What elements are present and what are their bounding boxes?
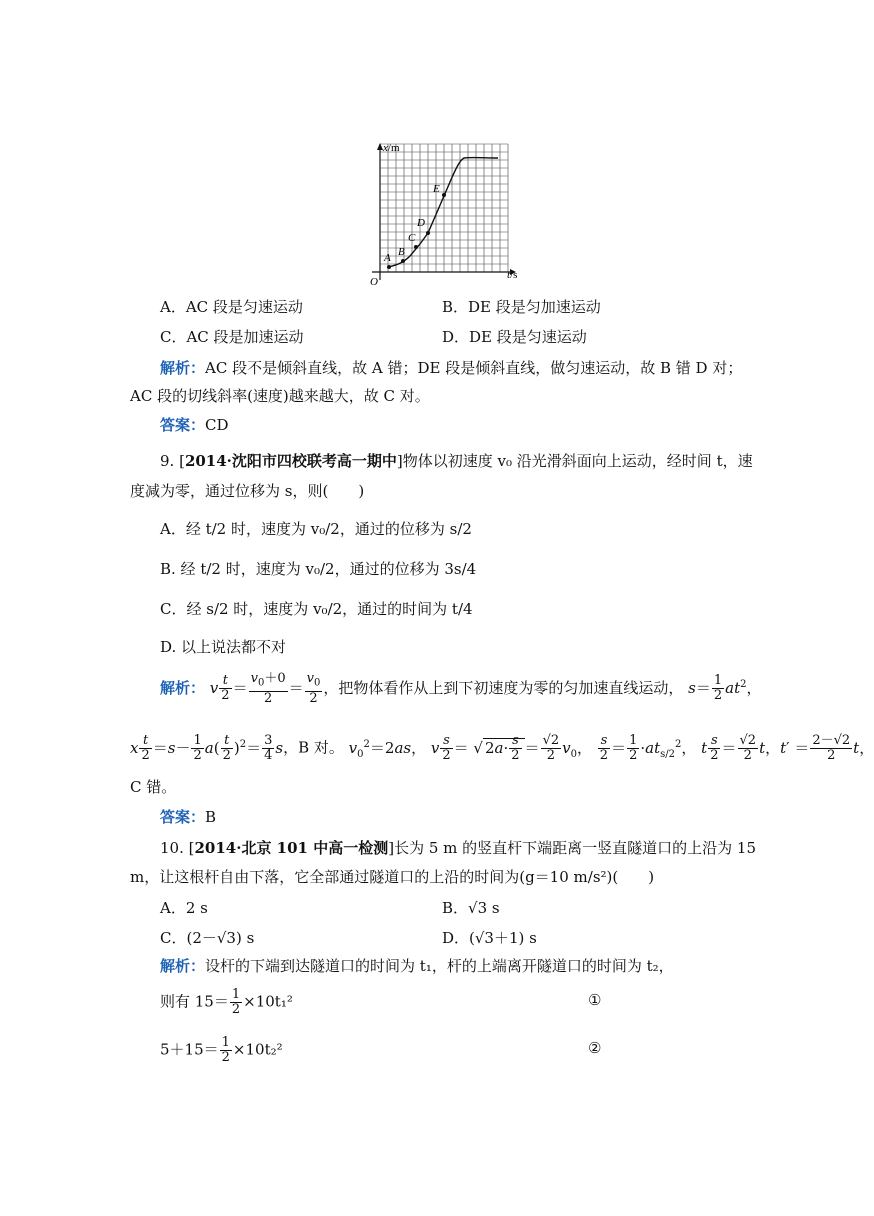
q9-formula-t-half-s: t $\frac{s}{2}$ ＝ $\frac{√2}{2}$ t，t′ ＝ $\frac{2-√2}{2}$ t， bbox=[701, 733, 874, 763]
point-e-label: E bbox=[433, 183, 440, 195]
q10-equation-1 bbox=[160, 988, 293, 1017]
q10-source: 2014·北京 101 中高一检测 bbox=[194, 839, 389, 857]
q9-formula-s-half: $\frac{s}{2}$ ＝ $\frac{1}{2}$ $\cdot at_{s/2}^2$， bbox=[599, 733, 697, 763]
q9-answer-value: B bbox=[205, 808, 217, 826]
q9-formula-x-half-t: x $\frac{t}{2}$ ＝s－ $\frac{1}{2}$ a( $\frac{t}{2}$ )$^2$＝ $\frac{3}{4}$ s bbox=[130, 733, 284, 763]
q9-formula-v0-squared: $v_0^2=2as$， bbox=[348, 738, 427, 760]
point-c-dot bbox=[414, 245, 418, 249]
point-a-label: A bbox=[384, 252, 391, 264]
q9-formula-v-half-t: v $\frac{t}{2}$ ＝ $\frac{v_0+0}{2}$ ＝ $\frac{v_0}{2}$ bbox=[209, 671, 321, 706]
q9-number: 9. [ bbox=[160, 452, 185, 470]
q9-formula-v-half-s: v $\frac{s}{2}$ ＝ √ 2a· $\frac{s}{2}$ ＝ $\frac{√2}{2}$ $v_0$， bbox=[430, 733, 592, 763]
q10-eq1-prefix: 则有 15＝ bbox=[160, 992, 229, 1011]
q10-eq2-marker: ② bbox=[588, 1039, 602, 1057]
q9-stem-line1 bbox=[160, 450, 753, 471]
q9-option-a: A．经 t/2 时，速度为 v₀/2，通过的位移为 s/2 bbox=[160, 520, 472, 538]
q9-answer bbox=[160, 806, 216, 827]
q10-analysis bbox=[160, 955, 674, 976]
point-e-dot bbox=[442, 193, 446, 197]
q9-source: 2014·沈阳市四校联考高一期中 bbox=[184, 452, 397, 470]
point-a-dot bbox=[387, 265, 391, 269]
q10-option-c: C．(2－√3) s bbox=[160, 929, 255, 947]
q10-eq1-marker: ① bbox=[588, 991, 602, 1009]
q9-option-c: C．经 s/2 时，速度为 v₀/2，通过的时间为 t/4 bbox=[160, 600, 473, 618]
analysis-label: 解析： bbox=[160, 359, 206, 377]
analysis-label: 解析： bbox=[160, 957, 206, 975]
fraction-one-half: $\frac{1}{2}$ bbox=[231, 987, 241, 1017]
x-axis-label: t/s bbox=[507, 269, 518, 281]
q8-option-a: A．AC 段是匀速运动 bbox=[160, 298, 303, 316]
origin-label: O bbox=[370, 276, 378, 288]
q10-stem-text: ]长为 5 m 的竖直杆下端距离一竖直隧道口的上沿为 15 bbox=[388, 839, 756, 857]
q8-answer bbox=[160, 414, 229, 435]
q9-analysis-line3: C 错。 bbox=[130, 778, 177, 796]
q10-option-a: A．2 s bbox=[160, 899, 208, 917]
y-axis-label: x/m bbox=[383, 142, 400, 154]
q10-equation-2 bbox=[160, 1036, 283, 1065]
position-time-graph bbox=[360, 140, 530, 290]
analysis-label: 解析： bbox=[160, 678, 206, 697]
q8-option-b: B．DE 段是匀加速运动 bbox=[442, 298, 601, 316]
fraction-one-half: $\frac{1}{2}$ bbox=[221, 1035, 230, 1065]
q10-stem-line1 bbox=[160, 837, 756, 858]
point-b-label: B bbox=[398, 246, 405, 258]
q9-analysis-text: ，把物体看作从上到下初速度为零的匀加速直线运动， bbox=[323, 678, 684, 697]
point-d-label: D bbox=[417, 217, 425, 229]
q10-eq2-suffix: ×10t₂² bbox=[232, 1040, 283, 1059]
q8-analysis bbox=[160, 357, 742, 378]
q10-number: 10. [ bbox=[160, 839, 195, 857]
q10-stem-line2: m，让这根杆自由下落，它全部通过隧道口的上沿的时间为(g＝10 m/s²)( ) bbox=[130, 868, 655, 886]
q9-analysis-line1 bbox=[160, 672, 762, 706]
q9-analysis-line2 bbox=[130, 734, 874, 763]
q9-option-d: D. 以上说法都不对 bbox=[160, 638, 287, 656]
q9-analysis-2-text: ，B 对。 bbox=[283, 738, 344, 757]
q9-stem-line2: 度减为零，通过位移为 s，则( ) bbox=[130, 482, 365, 500]
q8-answer-value: CD bbox=[205, 416, 229, 434]
q8-analysis-line2: AC 段的切线斜率(速度)越来越大，故 C 对。 bbox=[130, 387, 430, 405]
q10-eq2-prefix: 5＋15＝ bbox=[160, 1040, 219, 1059]
q10-option-d: D．(√3＋1) s bbox=[442, 929, 537, 947]
point-b-dot bbox=[401, 259, 405, 263]
q10-eq1-suffix: ×10t₁² bbox=[243, 992, 293, 1011]
q9-stem-text: ]物体以初速度 v₀ 沿光滑斜面向上运动，经时间 t，速 bbox=[396, 452, 753, 470]
q8-option-d: D．DE 段是匀速运动 bbox=[442, 328, 587, 346]
point-c-label: C bbox=[408, 232, 416, 244]
q10-option-b: B．√3 s bbox=[442, 899, 500, 917]
q8-option-c: C．AC 段是加速运动 bbox=[160, 328, 304, 346]
point-d-dot bbox=[426, 231, 430, 235]
q9-formula-s: s＝ $\frac{1}{2}$ $at^2$， bbox=[688, 673, 762, 704]
q9-option-b: B. 经 t/2 时，速度为 v₀/2，通过的位移为 3s/4 bbox=[160, 560, 477, 578]
answer-label: 答案： bbox=[160, 416, 206, 434]
q10-analysis-text: 设杆的下端到达隧道口的时间为 t₁，杆的上端离开隧道口的时间为 t₂， bbox=[205, 957, 674, 975]
q8-analysis-line1: AC 段不是倾斜直线，故 A 错；DE 段是倾斜直线，做匀速运动，故 B 错 D 对； bbox=[205, 359, 743, 377]
answer-label: 答案： bbox=[160, 808, 206, 826]
